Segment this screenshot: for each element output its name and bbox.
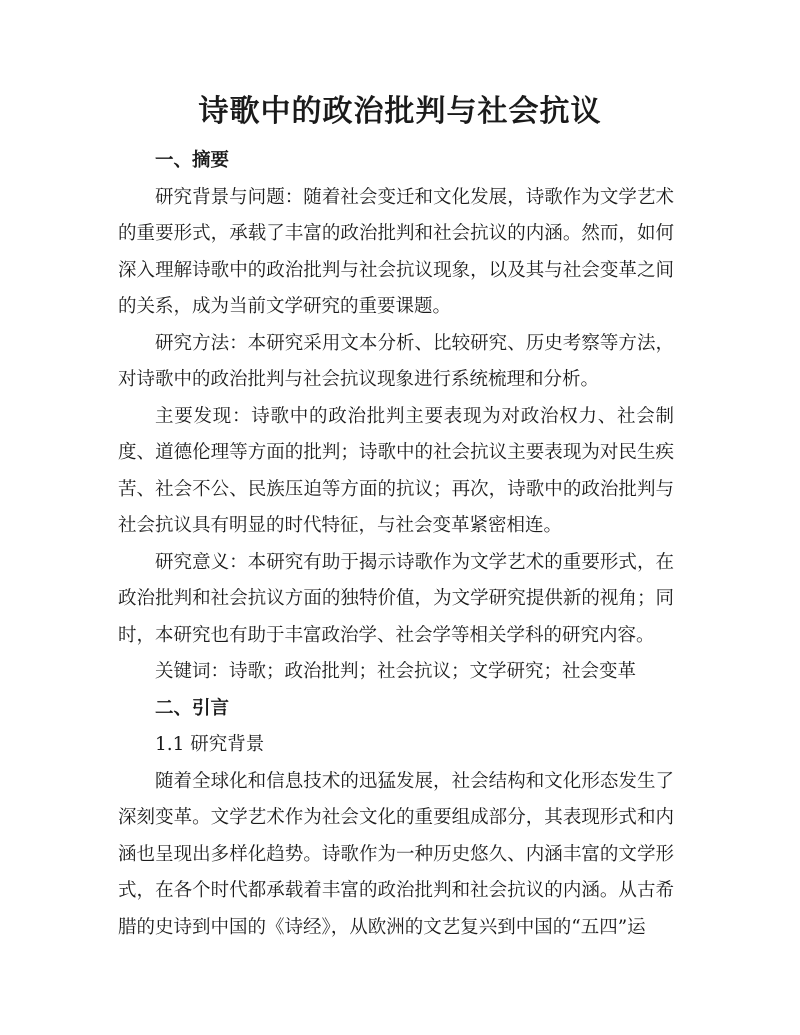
abstract-paragraph-findings: 主要发现：诗歌中的政治批判主要表现为对政治权力、社会制度、道德伦理等方面的批判；诗歌中的社会抗议主要表现为对民生疾苦、社会不公、民族压迫等方面的抗议；再次，诗歌中的政治批判与社会抗议具有明显的时代特征，与社会变革紧密相连。: [118, 405, 674, 536]
research-background-subheading: 1.1 研究背景: [155, 734, 265, 755]
abstract-heading: 一、摘要: [155, 150, 230, 171]
document-body: [118, 143, 674, 946]
abstract-paragraph-background: 研究背景与问题：随着社会变迁和文化发展，诗歌作为文学艺术的重要形式，承载了丰富的政治批判和社会抗议的内涵。然而，如何深入理解诗歌中的政治批判与社会抗议现象，以及其与社会变革之间的关系，成为当前文学研究的重要课题。: [118, 186, 674, 317]
introduction-heading: 二、引言: [155, 697, 230, 719]
document-title: 诗歌中的政治批判与社会抗议: [198, 94, 602, 129]
introduction-paragraph: 随着全球化和信息技术的迅猛发展，社会结构和文化形态发生了深刻变革。文学艺术作为社会文化的重要组成部分，其表现形式和内涵也呈现出多样化趋势。诗歌作为一种历史悠久、内涵丰富的文学形式，在各个时代都承载着丰富的政治批判和社会抗议的内涵。从古希腊的史诗到中国的《诗经》，从欧洲的文艺复兴到中国的“五四”运: [118, 770, 674, 938]
abstract-paragraph-methods: 研究方法：本研究采用文本分析、比较研究、历史考察等方法，对诗歌中的政治批判与社会抗议现象进行系统梳理和分析。: [118, 332, 674, 390]
keywords-line: 关键词：诗歌；政治批判；社会抗议；文学研究；社会变革: [155, 661, 637, 682]
abstract-paragraph-significance: 研究意义：本研究有助于揭示诗歌作为文学艺术的重要形式，在政治批判和社会抗议方面的独特价值，为文学研究提供新的视角；同时，本研究也有助于丰富政治学、社会学等相关学科的研究内容。: [118, 551, 674, 646]
